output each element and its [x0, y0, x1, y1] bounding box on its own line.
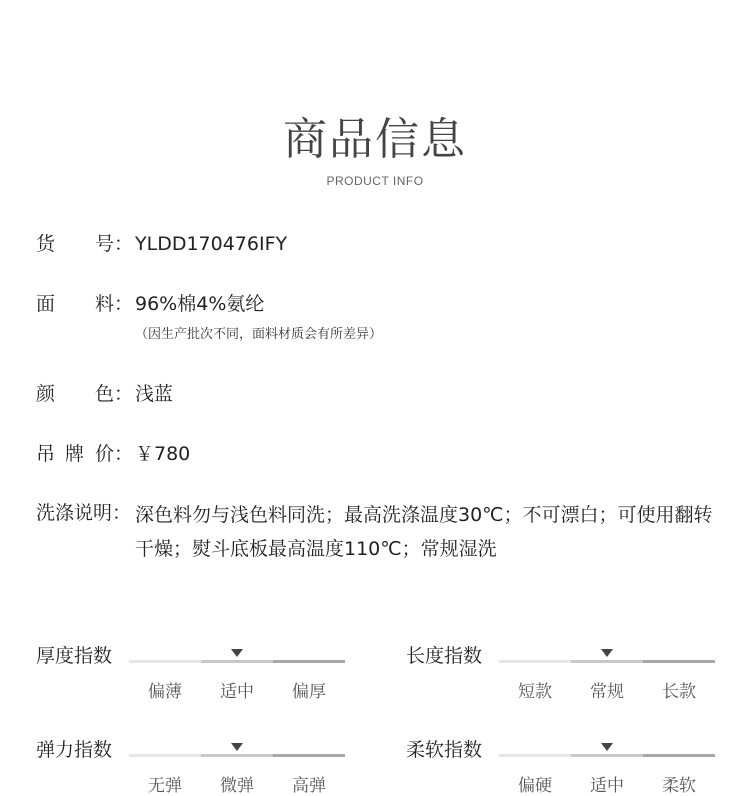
bar-segment — [129, 754, 201, 757]
bar-segment — [571, 754, 643, 757]
price-value: ￥780 — [135, 443, 191, 465]
index-scale-bar — [499, 660, 715, 663]
color-label: 颜 色： — [36, 383, 134, 405]
index-title: 长度指数 — [406, 645, 483, 667]
thickness-index — [36, 641, 346, 702]
index-option: 短款 — [518, 682, 552, 702]
index-option: 适中 — [220, 682, 254, 702]
index-option: 偏厚 — [292, 682, 326, 702]
bar-segment — [571, 660, 643, 663]
wash-value: 深色料勿与浅色料同洗；最高洗涤温度30℃；不可漂白；可使用翻转干燥；熨斗底板最高温度110℃；常规湿洗 — [135, 504, 713, 560]
bar-segment — [273, 754, 345, 757]
index-title: 厚度指数 — [36, 645, 113, 667]
index-option: 长款 — [662, 682, 696, 702]
index-option: 偏硬 — [518, 776, 552, 796]
index-title: 柔软指数 — [406, 739, 483, 761]
index-option: 柔软 — [662, 776, 696, 796]
index-option: 无弹 — [148, 776, 182, 796]
sku-label: 货 号： — [36, 233, 134, 255]
index-option: 适中 — [590, 776, 624, 796]
index-title: 弹力指数 — [36, 739, 113, 761]
index-scale-bar — [129, 660, 345, 663]
bar-segment — [201, 754, 273, 757]
fabric-value: 96%棉4%氨纶 — [135, 293, 265, 315]
index-options — [499, 677, 715, 702]
length-index — [406, 641, 716, 702]
index-options — [129, 771, 345, 796]
index-options — [129, 677, 345, 702]
index-option: 偏薄 — [148, 682, 182, 702]
index-marker-icon — [601, 743, 613, 751]
color-value: 浅蓝 — [135, 383, 174, 405]
page-subtitle: PRODUCT INFO — [326, 174, 424, 188]
product-info-header — [0, 112, 750, 188]
softness-index — [406, 735, 716, 796]
index-marker-icon — [231, 743, 243, 751]
elasticity-index — [36, 735, 346, 796]
bar-segment — [643, 660, 715, 663]
bar-segment — [273, 660, 345, 663]
bar-segment — [201, 660, 273, 663]
index-options — [499, 771, 715, 796]
bar-segment — [643, 754, 715, 757]
index-marker-icon — [231, 649, 243, 657]
fabric-label: 面 料： — [36, 293, 134, 315]
bar-segment — [499, 754, 571, 757]
price-label: 吊 牌 价： — [36, 443, 134, 465]
page-title: 商品信息 — [283, 114, 467, 165]
wash-label: 洗涤说明： — [36, 502, 132, 524]
index-marker-icon — [601, 649, 613, 657]
index-option: 常规 — [590, 682, 624, 702]
bar-segment — [499, 660, 571, 663]
index-option: 高弹 — [292, 776, 326, 796]
index-scale-bar — [129, 754, 345, 757]
bar-segment — [129, 660, 201, 663]
index-option: 微弹 — [220, 776, 254, 796]
fabric-note: （因生产批次不同，面料材质会有所差异） — [135, 327, 383, 342]
sku-value: YLDD170476IFY — [135, 233, 288, 255]
index-scale-bar — [499, 754, 715, 757]
